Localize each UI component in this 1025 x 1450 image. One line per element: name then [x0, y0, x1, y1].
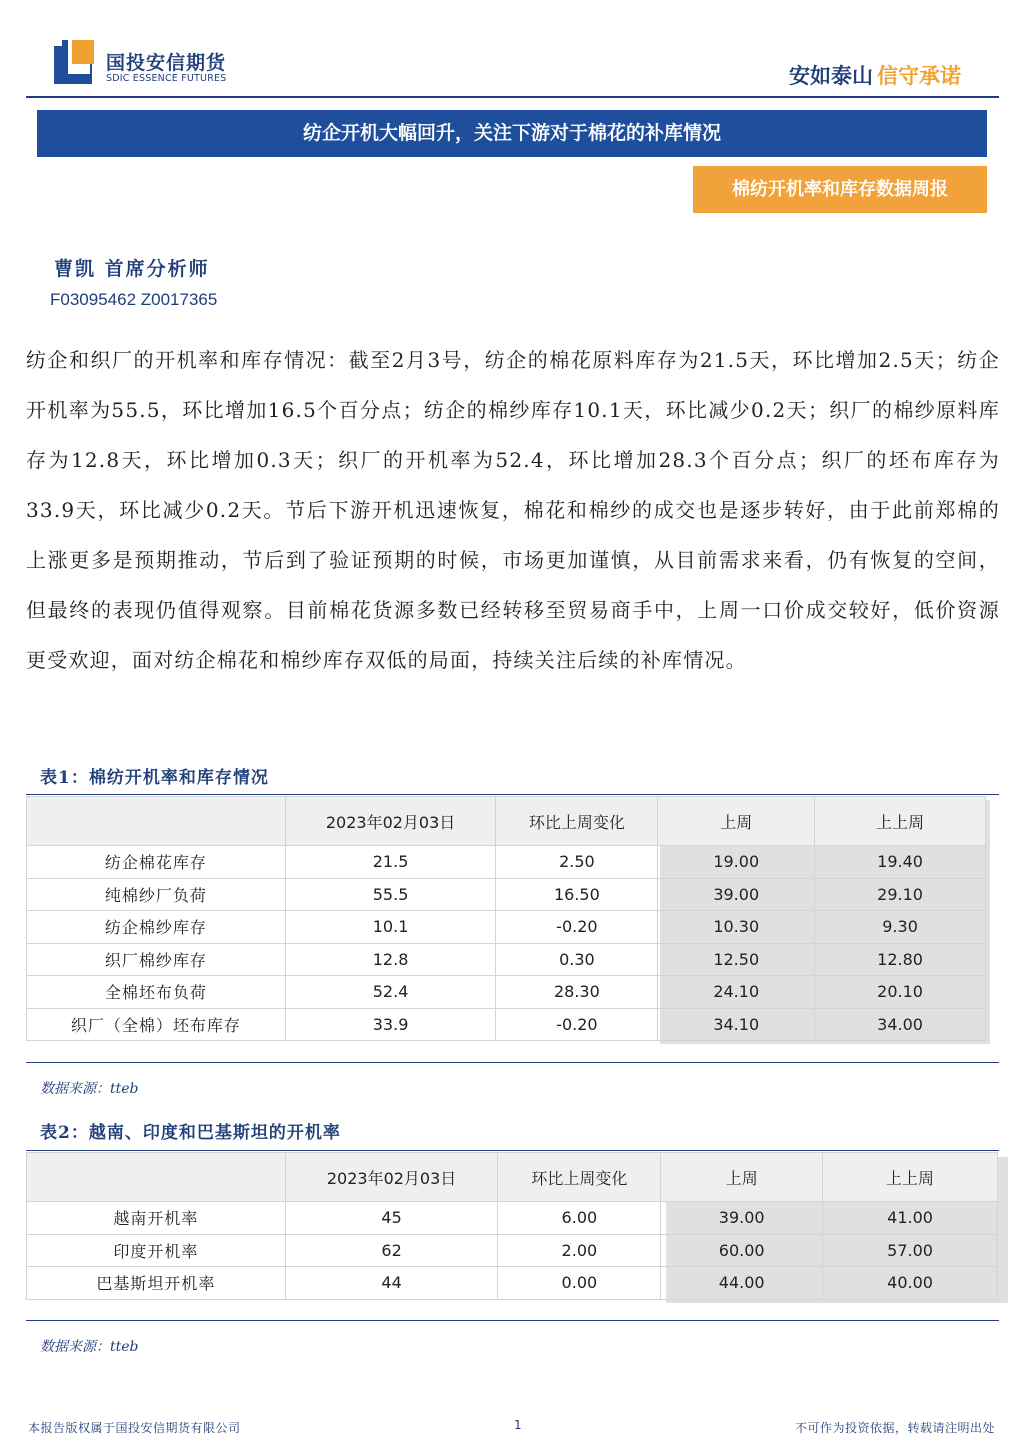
table-cell: 10.1: [285, 911, 496, 944]
author-certificates: F03095462 Z0017365: [50, 290, 218, 309]
table-row: [27, 911, 986, 944]
table-cell: 28.30: [496, 976, 658, 1009]
table-row: [27, 1202, 998, 1235]
table1: [26, 796, 986, 1041]
row-label: 越南开机率: [27, 1202, 286, 1235]
table-cell: -0.20: [496, 1008, 658, 1041]
author-name: 曹凯 首席分析师: [54, 258, 210, 280]
table-row: [27, 1008, 986, 1041]
table-cell: 34.00: [815, 1008, 986, 1041]
slogan: [789, 60, 961, 90]
table-cell: -0.20: [496, 911, 658, 944]
table-cell: 57.00: [823, 1234, 998, 1267]
table-cell: 21.5: [285, 846, 496, 879]
report-subtitle: 棉纺开机率和库存数据周报: [693, 166, 987, 213]
table-cell: 20.10: [815, 976, 986, 1009]
table1-header-cell: 上周: [658, 797, 815, 846]
logo-name-cn: 国投安信期货: [106, 52, 227, 74]
row-label: 纺企棉花库存: [27, 846, 286, 879]
table1-header-cell: 2023年02月03日: [285, 797, 496, 846]
table1-bottom-line: [26, 1062, 999, 1063]
table2-header-row: [27, 1153, 998, 1202]
table1-header-row: [27, 797, 986, 846]
row-label: 巴基斯坦开机率: [27, 1267, 286, 1300]
table2-header-cell: 环比上周变化: [498, 1153, 661, 1202]
table-row: [27, 976, 986, 1009]
table-cell: 12.50: [658, 943, 815, 976]
row-label: 全棉坯布负荷: [27, 976, 286, 1009]
table-cell: 2.50: [496, 846, 658, 879]
table-cell: 44: [285, 1267, 498, 1300]
report-title: 纺企开机大幅回升，关注下游对于棉花的补库情况: [37, 110, 987, 157]
company-logo-icon: [54, 40, 98, 84]
table-cell: 19.40: [815, 846, 986, 879]
table-cell: 40.00: [823, 1267, 998, 1300]
table-cell: 34.10: [658, 1008, 815, 1041]
table2: [26, 1152, 998, 1300]
table-row: [27, 943, 986, 976]
table1-header-cell: 环比上周变化: [496, 797, 658, 846]
row-label: 织厂棉纱库存: [27, 943, 286, 976]
footer-disclaimer: 不可作为投资依据，转载请注明出处: [794, 1421, 995, 1435]
table-cell: 6.00: [498, 1202, 661, 1235]
table-cell: 39.00: [661, 1202, 823, 1235]
table-cell: 2.00: [498, 1234, 661, 1267]
table-cell: 0.30: [496, 943, 658, 976]
table-cell: 10.30: [658, 911, 815, 944]
table1-header-cell: 上上周: [815, 797, 986, 846]
table2-header-cell: 2023年02月03日: [285, 1153, 498, 1202]
table2-title: 表2：越南、印度和巴基斯坦的开机率: [40, 1123, 341, 1143]
table-cell: 12.80: [815, 943, 986, 976]
table2-source: 数据来源：tteb: [40, 1339, 139, 1355]
table-cell: 41.00: [823, 1202, 998, 1235]
table-row: [27, 1267, 998, 1300]
table-cell: 60.00: [661, 1234, 823, 1267]
table1-top-line: [26, 794, 999, 795]
table-cell: 45: [285, 1202, 498, 1235]
table-cell: 52.4: [285, 976, 496, 1009]
table2-header-cell: 上周: [661, 1153, 823, 1202]
logo-name-en: SDIC ESSENCE FUTURES: [106, 73, 227, 84]
table1-header-cell: [27, 797, 286, 846]
table-cell: 44.00: [661, 1267, 823, 1300]
row-label: 织厂（全棉）坯布库存: [27, 1008, 286, 1041]
table-row: [27, 878, 986, 911]
table-cell: 55.5: [285, 878, 496, 911]
table-cell: 16.50: [496, 878, 658, 911]
footer-copyright: 本报告版权属于国投安信期货有限公司: [28, 1421, 241, 1435]
summary-paragraph: 纺企和织厂的开机率和库存情况：截至2月3号，纺企的棉花原料库存为21.5天，环比增加2.5天；纺企开机率为55.5，环比增加16.5个百分点；纺企的棉纱库存10.1天，环比减少0.2天；织厂的棉纱原料库存为12.8天，环比增加0.3天；织厂的开机率为52.4，环比增加28.3个百分点；织厂的坯布库存为33.9天，环比减少0.2天。节后下游开机迅速恢复，棉花和棉纱的成交也是逐步转好，由于此前郑棉的上涨更多是预期推动，节后到了验证预期的时候，市场更加谨慎，从目前需求来看，仍有恢复的空间，但最终的表现仍值得观察。目前棉花货源多数已经转移至贸易商手中，上周一口价成交较好，低价资源更受欢迎，面对纺企棉花和棉纱库存双低的局面，持续关注后续的补库情况。: [26, 348, 1000, 672]
row-label: 纺企棉纱库存: [27, 911, 286, 944]
table1-title: 表1：棉纺开机率和库存情况: [40, 768, 269, 788]
table2-top-line: [26, 1150, 999, 1151]
table-cell: 39.00: [658, 878, 815, 911]
slogan-part2: 信守承诺: [877, 64, 961, 88]
table-row: [27, 1234, 998, 1267]
table-row: [27, 846, 986, 879]
page-number: 1: [514, 1418, 522, 1432]
table-cell: 9.30: [815, 911, 986, 944]
header-divider: [26, 96, 999, 98]
table-cell: 19.00: [658, 846, 815, 879]
table-cell: 12.8: [285, 943, 496, 976]
table-cell: 0.00: [498, 1267, 661, 1300]
row-label: 纯棉纱厂负荷: [27, 878, 286, 911]
slogan-part1: 安如泰山: [789, 64, 873, 88]
table2-bottom-line: [26, 1320, 999, 1321]
table-cell: 24.10: [658, 976, 815, 1009]
table1-source: 数据来源：tteb: [40, 1081, 139, 1097]
table-cell: 62: [285, 1234, 498, 1267]
table-cell: 33.9: [285, 1008, 496, 1041]
table-cell: 29.10: [815, 878, 986, 911]
table2-header-cell: [27, 1153, 286, 1202]
row-label: 印度开机率: [27, 1234, 286, 1267]
table2-header-cell: 上上周: [823, 1153, 998, 1202]
